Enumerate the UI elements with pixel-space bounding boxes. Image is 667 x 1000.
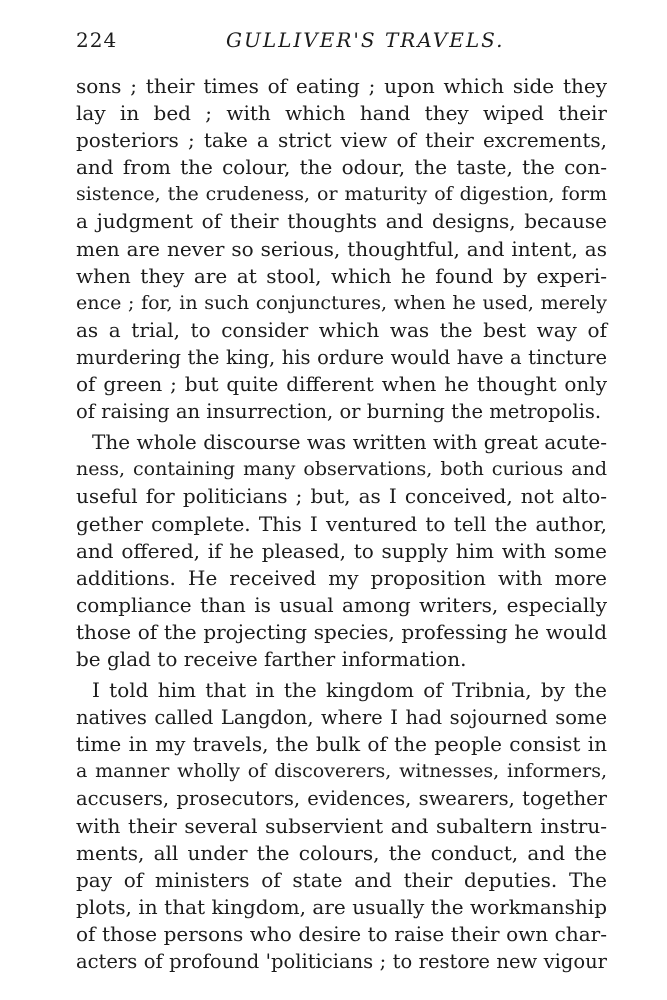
text-line: a judgment of their thoughts and designs, because	[76, 209, 607, 234]
page-number: 224	[76, 28, 118, 52]
text-line: of those persons who desire to raise their own char-	[76, 921, 607, 946]
text-line: sistence, the crudeness, or maturity of digestion, form	[76, 183, 607, 206]
text-line: The whole discourse was written with great acute-	[92, 430, 607, 455]
text-line: lay in bed ; with which hand they wiped their	[76, 101, 607, 126]
text-line: sons ; their times of eating ; upon which side they	[76, 74, 607, 98]
text-line: ence ; for, in such conjunctures, when he used, merely	[76, 291, 607, 314]
text-line: acters of profound 'politicians ; to restore new vigour	[76, 950, 607, 973]
text-line: ness, containing many observations, both curious and	[76, 458, 607, 481]
running-title: GULLIVER'S TRAVELS.	[226, 28, 505, 52]
text-line: murdering the king, his ordure would have a tincture	[76, 345, 607, 369]
text-line: as a trial, to consider which was the best way of	[76, 317, 607, 342]
text-line: of raising an insurrection, or burning the metropolis.	[76, 400, 602, 424]
text-line: time in my travels, the bulk of the people consist in	[76, 732, 607, 757]
page-header	[76, 28, 604, 58]
text-line: a manner wholly of discoverers, witnesses, informers,	[76, 760, 607, 783]
text-line: pay of ministers of state and their deputies. The	[76, 867, 607, 892]
text-line: gether complete. This I ventured to tell the author,	[76, 511, 607, 536]
text-line: when they are at stool, which he found by experi-	[76, 263, 607, 288]
text-line: of green ; but quite different when he thought only	[76, 372, 607, 397]
text-line: those of the projecting species, professing he would	[76, 619, 607, 644]
text-line: ments, all under the colours, the conduct, and the	[76, 840, 607, 865]
text-line: additions. He received my proposition with more	[76, 565, 607, 590]
paragraph	[76, 677, 607, 975]
paragraph	[76, 429, 607, 673]
text-line: natives called Langdon, where I had sojourned some	[76, 706, 607, 730]
text-line: be glad to receive farther information.	[76, 646, 467, 671]
paragraph	[76, 73, 607, 425]
text-line: I told him that in the kingdom of Tribnia, by the	[92, 678, 607, 703]
text-line: useful for politicians ; but, as I conceived, not alto-	[76, 484, 607, 509]
text-line: and from the colour, the odour, the taste, the con-	[76, 155, 607, 180]
text-line: and offered, if he pleased, to supply him with some	[76, 538, 607, 563]
text-line: posteriors ; take a strict view of their excrements,	[76, 128, 607, 153]
text-line: with their several subservient and subaltern instru-	[76, 813, 607, 838]
text-line: compliance than is usual among writers, especially	[76, 592, 607, 617]
text-line: accusers, prosecutors, evidences, swearers, together	[76, 787, 607, 811]
text-line: men are never so serious, thoughtful, and intent, as	[76, 236, 607, 261]
body-text	[76, 73, 607, 975]
text-line: plots, in that kingdom, are usually the workmanship	[76, 894, 607, 919]
